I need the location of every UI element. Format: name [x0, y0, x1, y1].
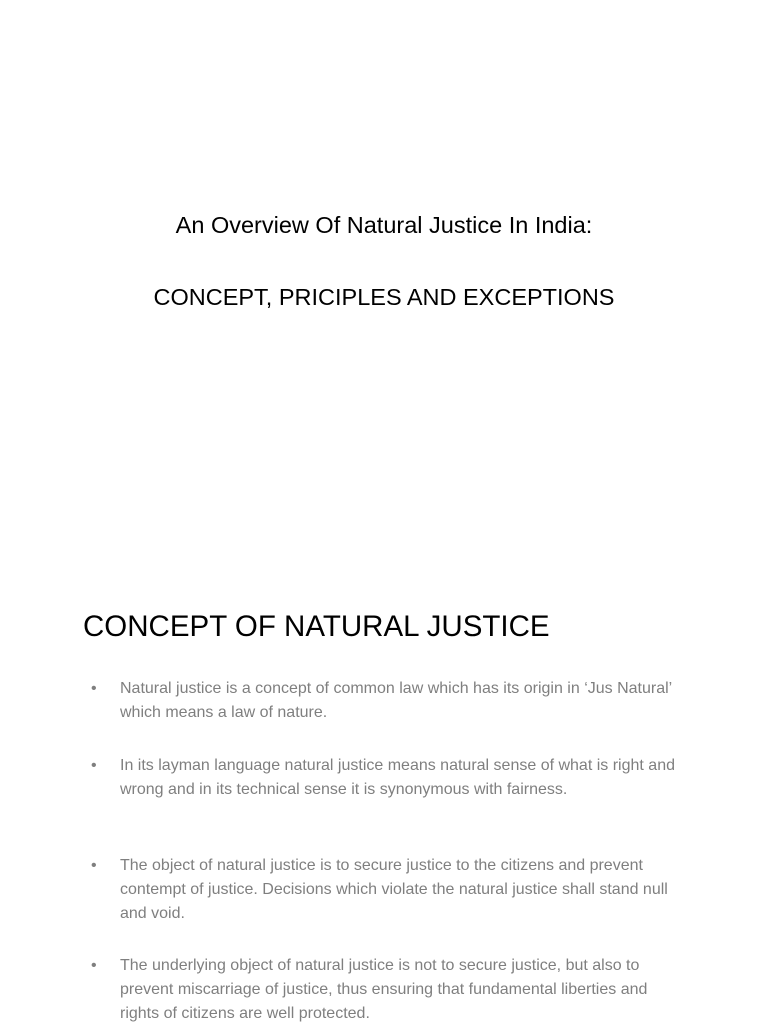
bullet-text: The object of natural justice is to secure justice to the citizens and prevent contempt of justice. Decisions which violate the natural justice shall stand null and void.: [120, 857, 668, 922]
bullet-list: [0, 560, 768, 1024]
bullet-marker: •: [91, 957, 97, 974]
bullet-marker: •: [91, 857, 97, 874]
concept-slide: [0, 560, 768, 1024]
bullet-text: In its layman language natural justice means natural sense of what is right and wrong and in its technical sense it is synonymous with fairness.: [120, 757, 675, 798]
presentation-subtitle: CONCEPT, PRICIPLES AND EXCEPTIONS: [153, 284, 615, 310]
bullet-marker: •: [91, 680, 97, 697]
presentation-title: An Overview Of Natural Justice In India:: [175, 212, 593, 238]
bullet-text: Natural justice is a concept of common law which has its origin in ‘Jus Natural’ which means a law of nature.: [120, 680, 672, 721]
bullet-marker: •: [91, 757, 97, 774]
slide-heading: CONCEPT OF NATURAL JUSTICE: [83, 610, 550, 643]
bullet-text: The underlying object of natural justice is not to secure justice, but also to prevent miscarriage of justice, thus ensuring that fundamental liberties and rights of citizens are well protected.: [120, 957, 648, 1022]
